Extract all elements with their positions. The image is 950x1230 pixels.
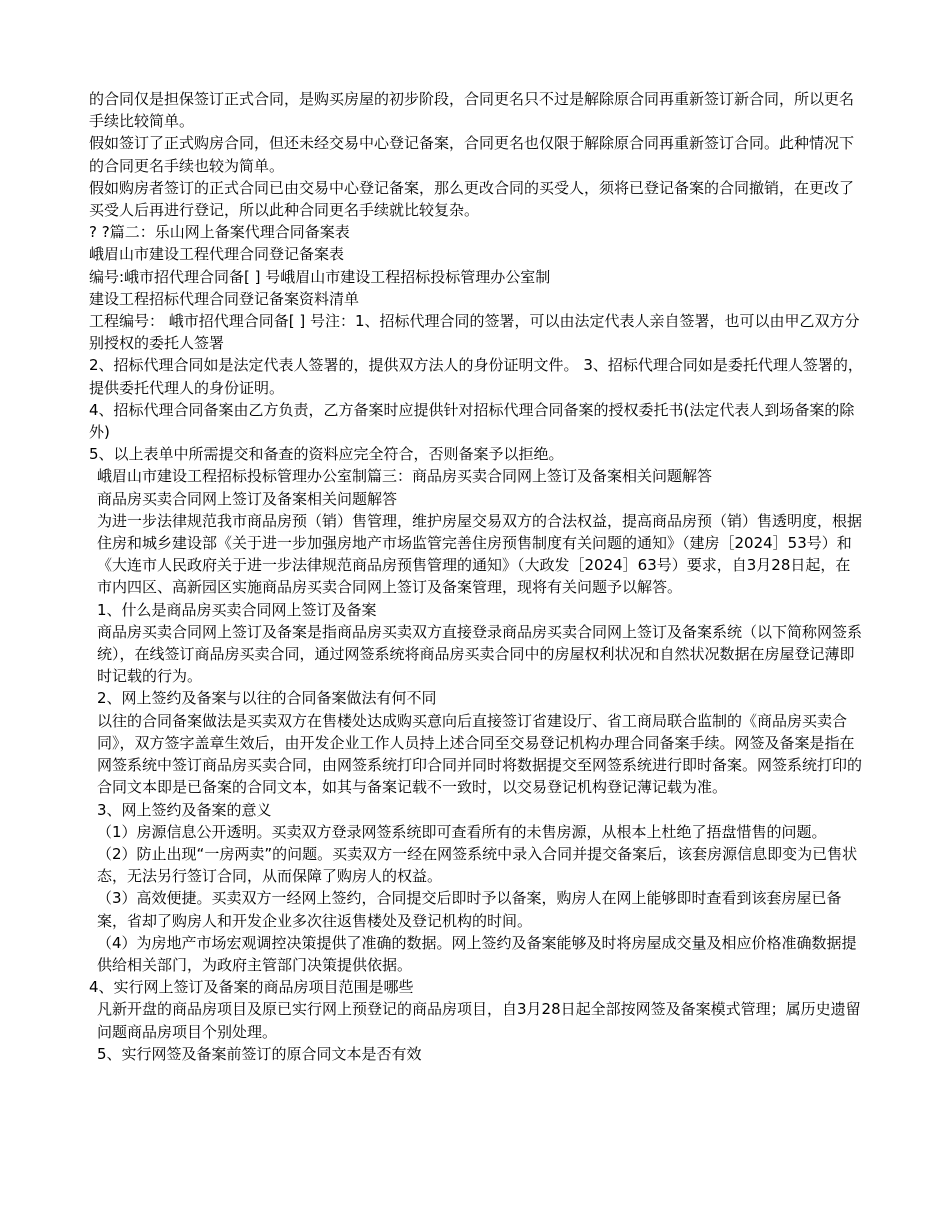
document-paragraph: 以往的合同备案做法是买卖双方在售楼处达成购买意向后直接签订省建设厅、省工商局联合监制的《商品房买卖合同》，双方签字盖章生效后，由开发企业工作人员持上述合同至交易登记机构办理合同备案手续。网签及备案是指在网签系统中签订商品房买卖合同，由网签系统打印合同并同时将数据提交至网签系统进行即时备案。网签系统打印的合同文本即是已备案的合同文本，如其与备案记载不一致时，以交易登记机构登记薄记载为准。 <box>97 711 863 797</box>
document-paragraph: 商品房买卖合同网上签订及备案相关问题解答 <box>97 489 398 508</box>
document-paragraph: （1）房源信息公开透明。买卖双方登录网签系统即可查看所有的未售房源，从根本上杜绝了捂盘惜售的问题。 <box>97 822 827 841</box>
document-paragraph: 的合同仅是担保签订正式合同，是购买房屋的初步阶段，合同更名只不过是解除原合同再重新签订新合同，所以更名手续比较简单。 <box>89 90 855 131</box>
document-paragraph: 4、招标代理合同备案由乙方负责，乙方备案时应提供针对招标代理合同备案的授权委托书(法定代表人到场备案的除外) <box>89 400 855 442</box>
document-paragraph: 峨眉山市建设工程代理合同登记备案表 <box>89 245 345 264</box>
document-paragraph: （4）为房地产市场宏观调控决策提供了准确的数据。网上签约及备案能够及时将房屋成交量及相应价格准确数据提供给相关部门，为政府主管部门决策提供依据。 <box>97 933 857 974</box>
document-paragraph: （3）高效便捷。买卖双方一经网上签约，合同提交后即时予以备案，购房人在网上能够即时查看到该套房屋已备案，省却了购房人和开发企业多次往返售楼处及登记机构的时间。 <box>97 889 842 930</box>
document-paragraph: 5、实行网签及备案前签订的原合同文本是否有效 <box>97 1044 422 1063</box>
document-paragraph: ? ?篇二：乐山网上备案代理合同备案表 <box>89 223 350 242</box>
document-paragraph: 峨眉山市建设工程招标投标管理办公室制篇三：商品房买卖合同网上签订及备案相关问题解答 <box>97 467 713 486</box>
document-paragraph: 3、网上签约及备案的意义 <box>97 800 272 819</box>
document-paragraph: 2、网上签约及备案与以往的合同备案做法有何不同 <box>97 689 437 708</box>
document-paragraph: 编号:峨市招代理合同备[ ] 号峨眉山市建设工程招标投标管理办公室制 <box>89 267 551 286</box>
document-paragraph: 工程编号： 峨市招代理合同备[ ] 号注：1、招标代理合同的签署，可以由法定代表人亲自签署，也可以由甲乙双方分别授权的委托人签署 <box>89 312 860 353</box>
document-paragraph: 假如签订了正式购房合同，但还未经交易中心登记备案，合同更名也仅限于解除原合同再重新签订合同。此种情况下的合同更名手续也较为简单。 <box>89 134 855 175</box>
document-paragraph: 建设工程招标代理合同登记备案资料清单 <box>89 289 360 308</box>
document-paragraph: 商品房买卖合同网上签订及备案是指商品房买卖双方直接登录商品房买卖合同网上签订及备案系统（以下简称网签系统），在线签订商品房买卖合同，通过网签系统将商品房买卖合同中的房屋权利状况和自然状况数据在房屋登记薄即时记载的行为。 <box>97 622 863 686</box>
document-paragraph: 2、招标代理合同如是法定代表人签署的，提供双方法人的身份证明文件。 3、招标代理合同如是委托代理人签署的，提供委托代理人的身份证明。 <box>89 356 863 397</box>
document-paragraph: 凡新开盘的商品房项目及原已实行网上预登记的商品房项目，自3月28日起全部按网签及备案模式管理；属历史遗留问题商品房项目个别处理。 <box>97 1000 861 1041</box>
document-paragraph: 5、以上表单中所需提交和备查的资料应完全符合，否则备案予以拒绝。 <box>89 445 564 464</box>
document-paragraph: 4、实行网上签订及备案的商品房项目范围是哪些 <box>89 978 414 997</box>
document-paragraph: 1、什么是商品房买卖合同网上签订及备案 <box>97 600 377 619</box>
document-paragraph: 假如购房者签订的正式合同已由交易中心登记备案，那么更改合同的买受人，须将已登记备案的合同撤销，在更改了买受人后再进行登记，所以此种合同更名手续就比较复杂。 <box>89 178 855 220</box>
document-paragraph: （2）防止出现“一房两卖”的问题。买卖双方一经在网签系统中录入合同并提交备案后，该套房源信息即变为已售状态，无法另行签订合同，从而保障了购房人的权益。 <box>97 844 858 886</box>
document-page <box>89 88 863 1065</box>
document-paragraph: 为进一步法律规范我市商品房预（销）售管理，维护房屋交易双方的合法权益，提高商品房预（销）售透明度，根据住房和城乡建设部《关于进一步加强房地产市场监管完善住房预售制度有关问题的通知》（建房［2024］53号）和《大连市人民政府关于进一步法律规范商品房预售管理的通知》（大政发［2024］63号）要求，自3月28日起，在市内四区、高新园区实施商品房买卖合同网上签订及备案管理，现将有关问题予以解答。 <box>97 511 863 597</box>
